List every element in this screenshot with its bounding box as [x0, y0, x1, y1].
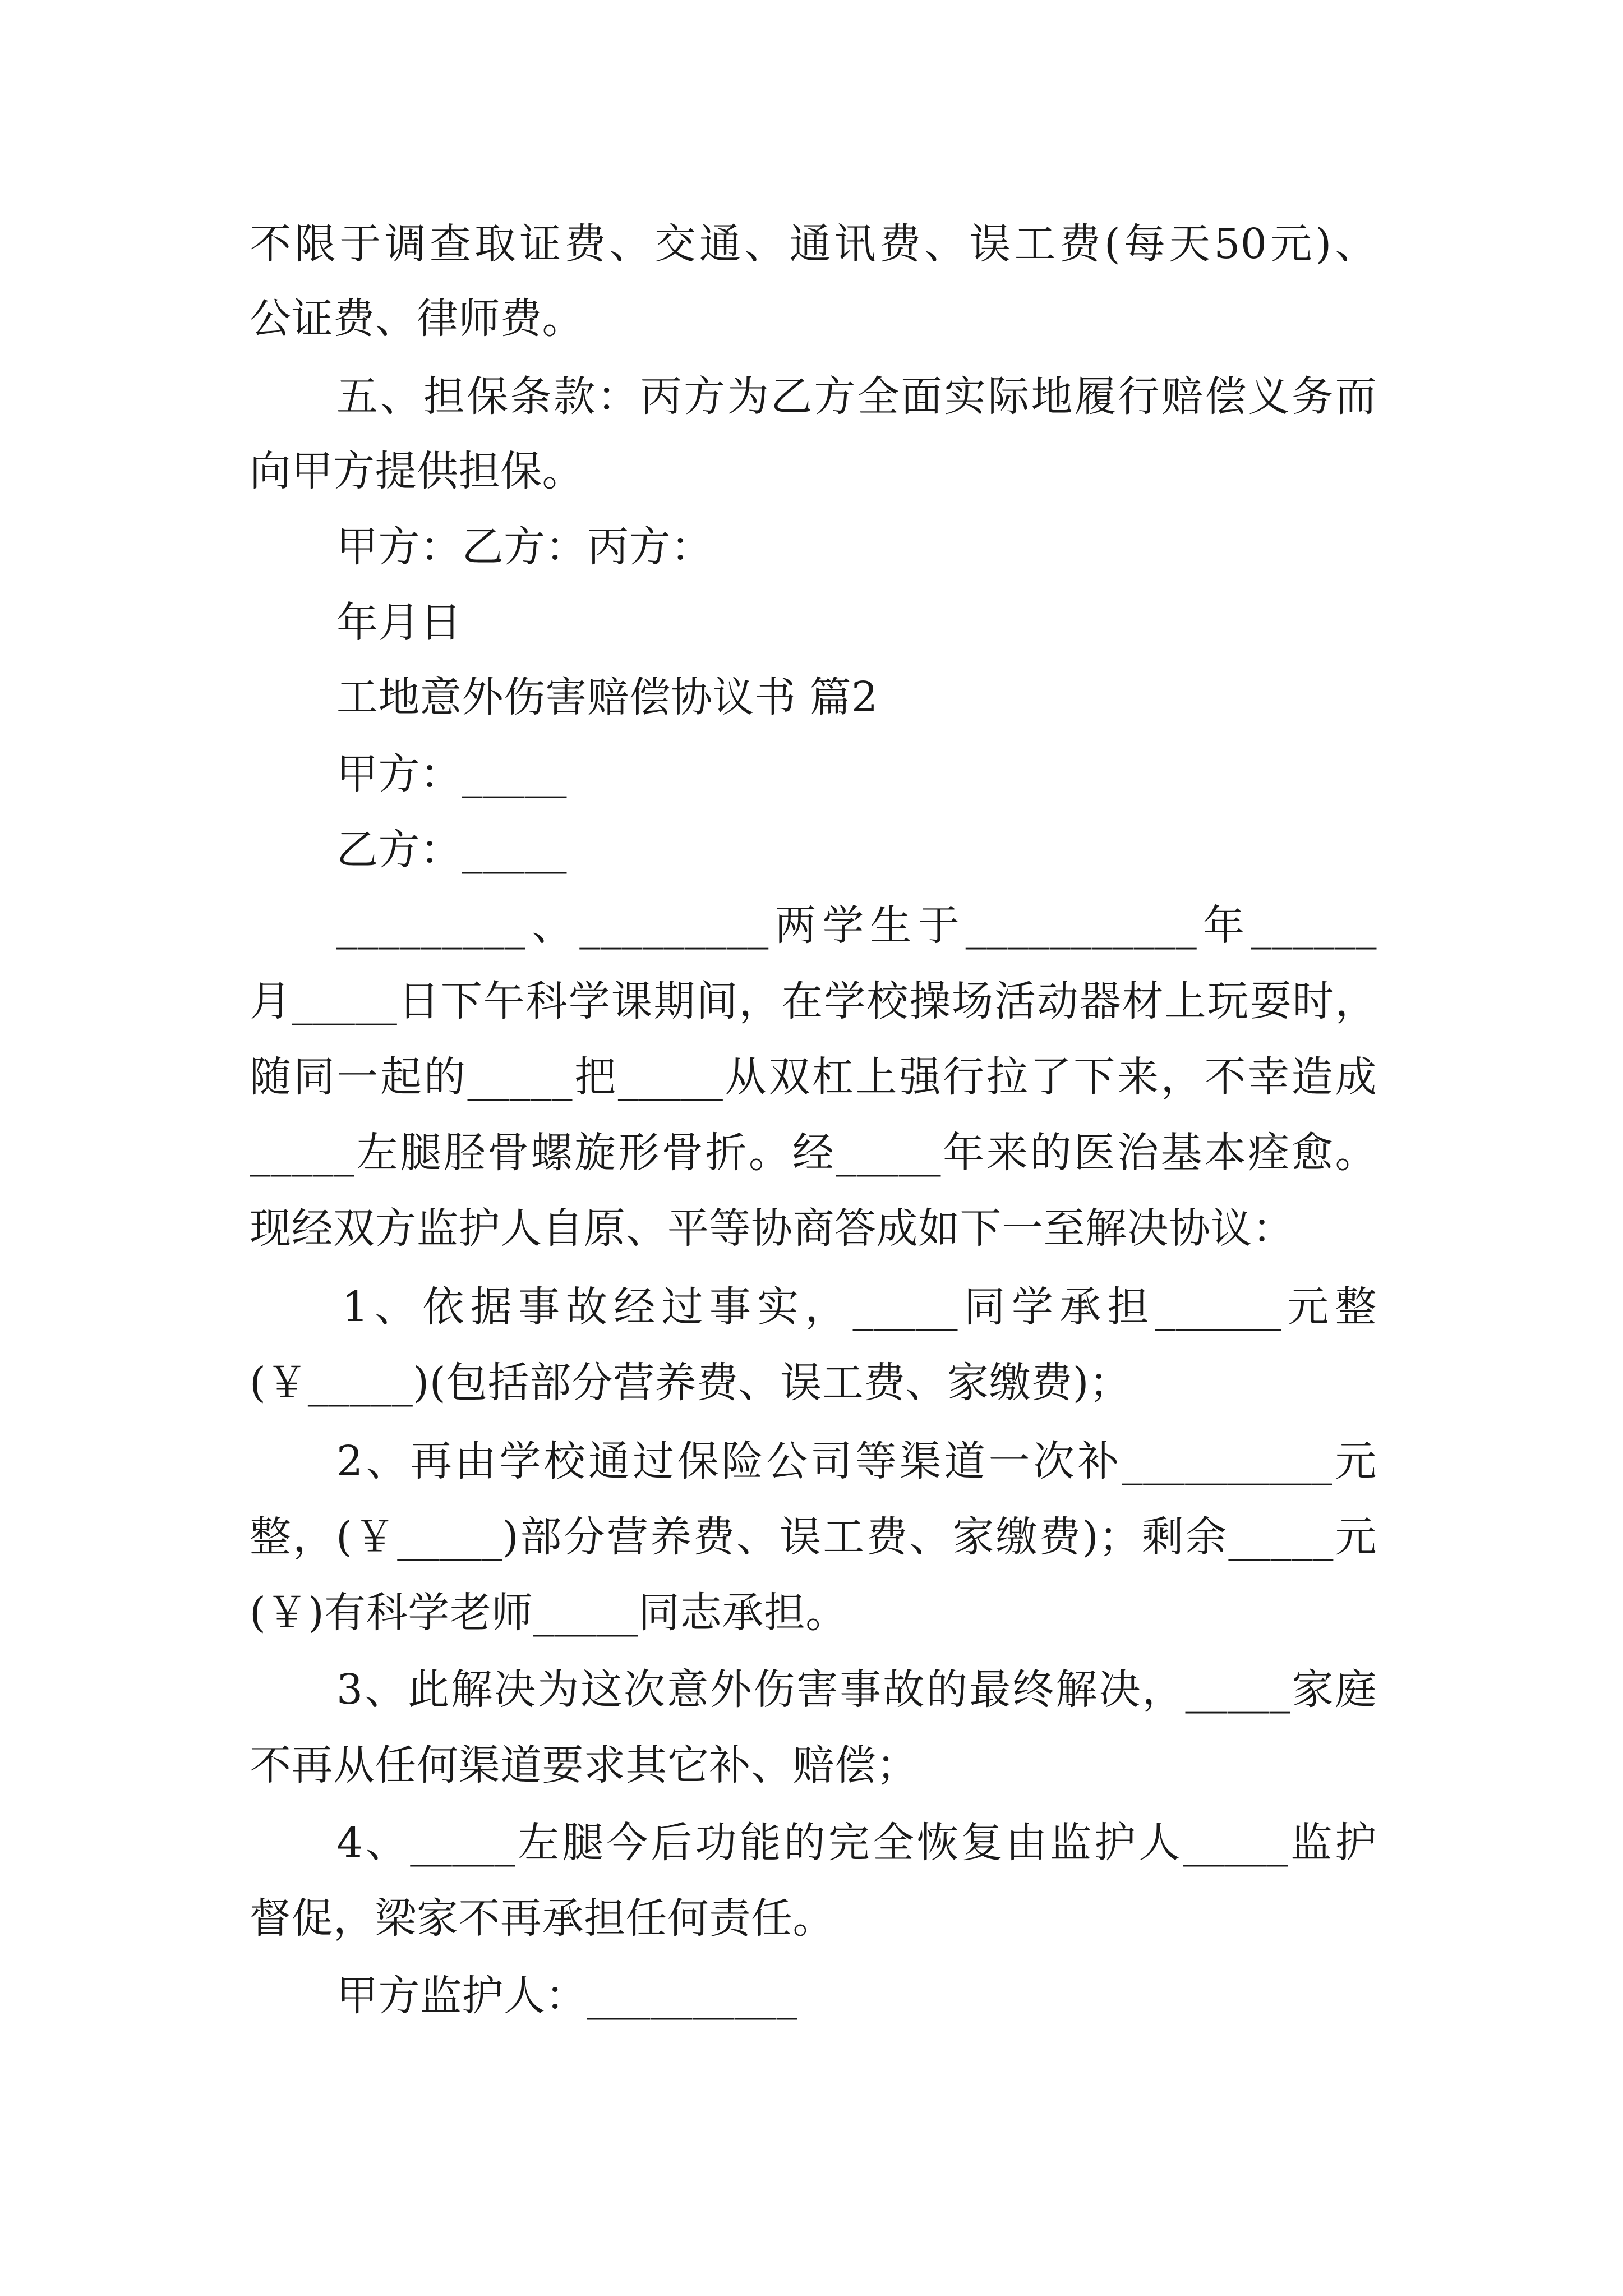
paragraph-line: 2、再由学校通过保险公司等渠道一次补__________元 [336, 1437, 1377, 1485]
paragraph-line: 公证费、律师费。 [250, 295, 584, 343]
paragraph-line: 乙方：_____ [336, 826, 567, 874]
paragraph-line: 向甲方提供担保。 [250, 447, 584, 495]
paragraph-line: 1、依据事故经过事实，_____同学承担______元整 [342, 1283, 1377, 1331]
paragraph-line: 不限于调查取证费、交通、通讯费、误工费(每天50元)、 [250, 220, 1377, 268]
paragraph-line: (￥)有科学老师_____同志承担。 [250, 1589, 847, 1637]
paragraph-line: 随同一起的_____把_____从双杠上强行拉了下来，不幸造成 [250, 1053, 1377, 1101]
section-heading: 工地意外伤害赔偿协议书 篇2 [336, 673, 878, 721]
paragraph-line: 月_____日下午科学课期间，在学校操场活动器材上玩耍时， [250, 977, 1377, 1025]
paragraph-line: 甲方：乙方：丙方： [336, 523, 713, 571]
paragraph-line: 五、担保条款：丙方为乙方全面实际地履行赔偿义务而 [336, 372, 1377, 421]
paragraph-line: 甲方：_____ [336, 750, 567, 798]
paragraph-line: 不再从任何渠道要求其它补、赔偿； [250, 1741, 918, 1789]
paragraph-line: 年月日 [336, 599, 462, 647]
paragraph-line: 4、_____左腿今后功能的完全恢复由监护人_____监护 [336, 1819, 1377, 1867]
paragraph-line: _____左腿胫骨螺旋形骨折。经_____年来的医治基本痊愈。 [250, 1129, 1377, 1177]
paragraph-line: (￥_____)(包括部分营养费、误工费、家缴费)； [250, 1359, 1131, 1407]
paragraph-line: 整，(￥_____)部分营养费、误工费、家缴费)；剩余_____元 [250, 1513, 1377, 1561]
paragraph-line: 督促，梁家不再承担任何责任。 [250, 1894, 834, 1943]
paragraph-line: _________、_________两学生于___________年______ [336, 901, 1377, 950]
paragraph-line: 3、此解决为这次意外伤害事故的最终解决，_____家庭 [336, 1665, 1377, 1714]
paragraph-line: 现经双方监护人自原、平等协商答成如下一至解决协议： [250, 1204, 1294, 1253]
signature-line: 甲方监护人：__________ [336, 1972, 797, 2020]
